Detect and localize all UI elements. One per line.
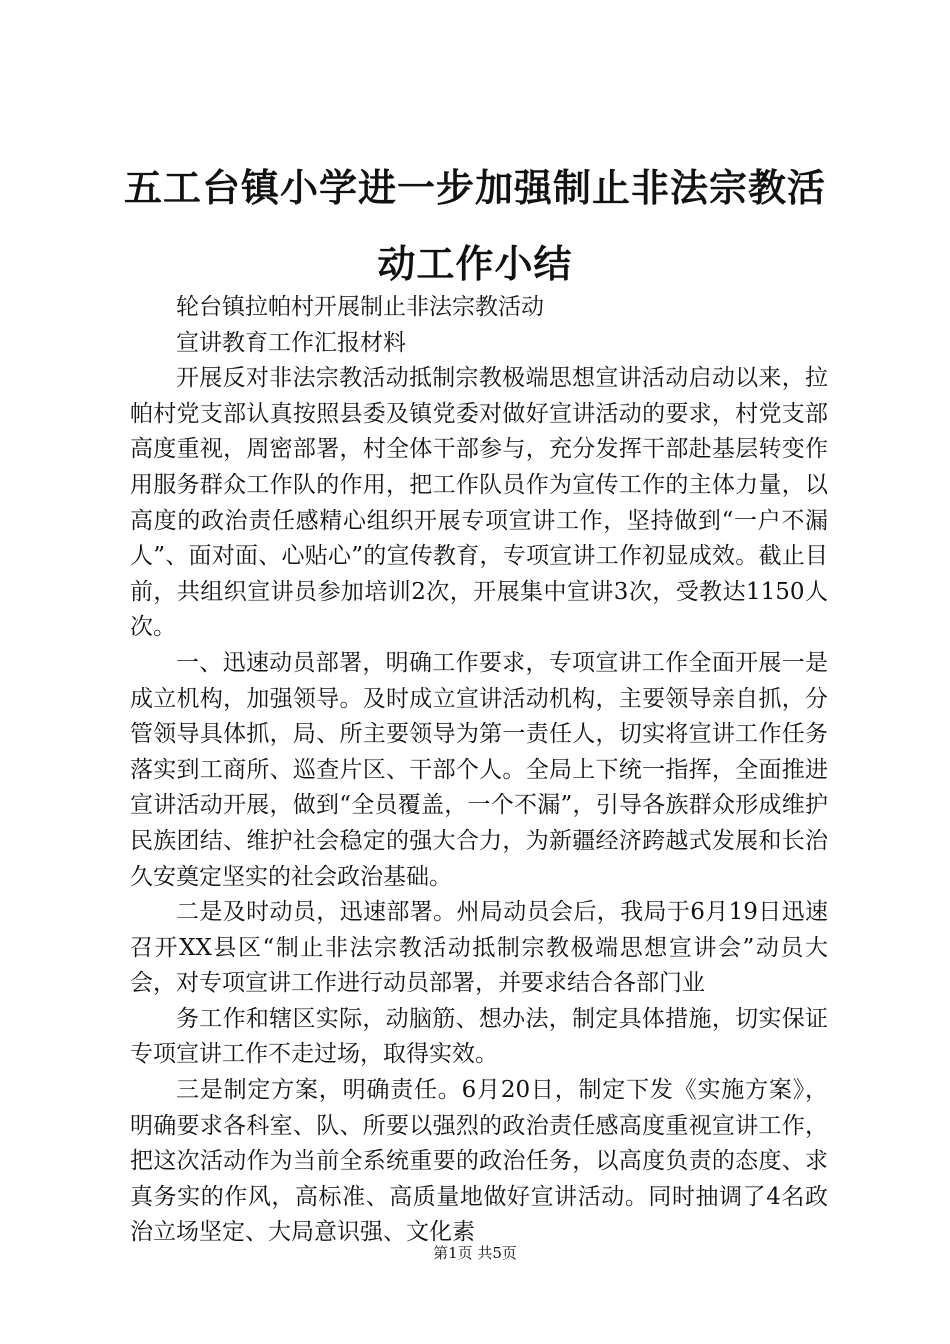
paragraph-section-1: 一、迅速动员部署，明确工作要求，专项宣讲工作全面开展一是成立机构，加强领导。及时成立宣讲活动机构，主要领导亲自抓，分管领导具体抓，局、所主要领导为第一责任人，切实将宣讲工作任务落实到工商所、巡查片区、干部个人。全局上下统一指挥，全面推进宣讲活动开展，做到“全员覆盖，一个不漏”，引导各族群众形成维护民族团结、维护社会稳定的强大合力，为新疆经济跨越式发展和长治久安奠定坚实的社会政治基础。 [130, 649, 828, 890]
page-number-footer: 第1页 共5页 [433, 1244, 517, 1262]
subtitle-line-2: 宣讲教育工作汇报材料 [176, 329, 406, 356]
document-body [130, 290, 828, 1251]
paragraph-intro: 开展反对非法宗教活动抵制宗教极端思想宣讲活动启动以来，拉帕村党支部认真按照县委及镇党委对做好宣讲活动的要求，村党支部高度重视，周密部署，村全体干部参与，充分发挥干部赴基层转变作用服务群众工作队的作用，把工作队员作为宣传工作的主体力量，以高度的政治责任感精心组织开展专项宣讲工作，坚持做到“一户不漏人”、面对面、心贴心”的宣传教育，专项宣讲工作初显成效。截止目前，共组织宣讲员参加培训2次，开展集中宣讲3次，受教达1150人次。 [130, 365, 828, 641]
paragraph-section-2: 二是及时动员，迅速部署。州局动员会后，我局于6月19日迅速召开XX县区“制止非法宗教活动抵制宗教极端思想宣讲会”动员大会，对专项宣讲工作进行动员部署，并要求结合各部门业 [130, 899, 828, 997]
subtitle-line-1: 轮台镇拉帕村开展制止非法宗教活动 [176, 294, 544, 320]
paragraph-section-2-continued: 务工作和辖区实际，动脑筋、想办法，制定具体措施，切实保证专项宣讲工作不走过场，取得实效。 [130, 1005, 828, 1068]
document-title: 五工台镇小学进一步加强制止非法宗教活动工作小结 [123, 166, 826, 286]
paragraph-section-3: 三是制定方案，明确责任。6月20日，制定下发《实施方案》，明确要求各科室、队、所要以强烈的政治责任感高度重视宣讲工作，把这次活动作为当前全系统重要的政治任务，以高度负责的态度、求真务实的作风，高标准、高质量地做好宣讲活动。同时抽调了4名政治立场坚定、大局意识强、文化素 [130, 1077, 828, 1246]
